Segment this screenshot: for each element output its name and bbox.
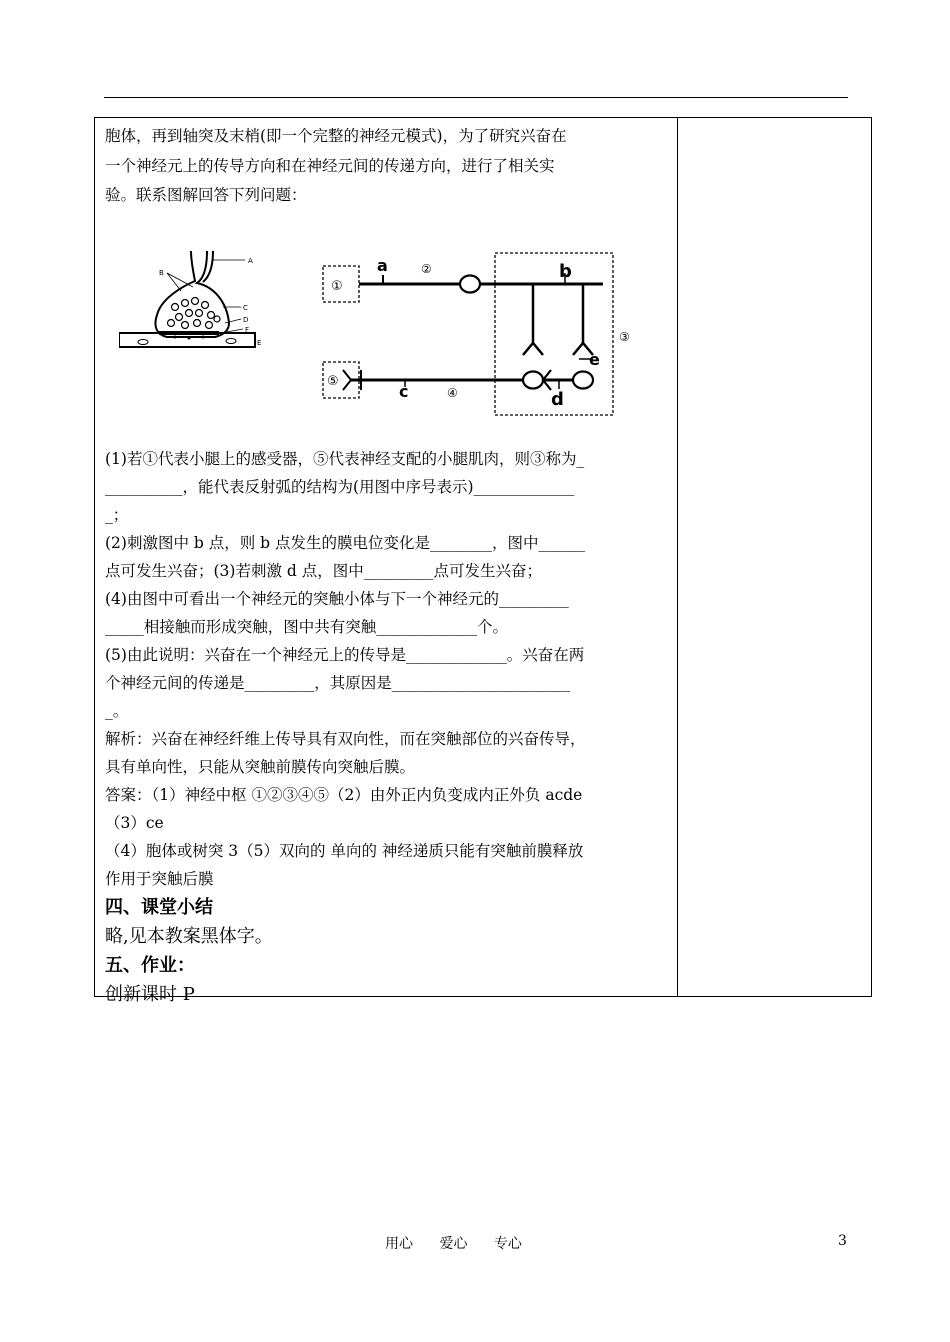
label-c: c <box>399 381 409 401</box>
answer-line: （4）胞体或树突 3（5）双向的 单向的 神经递质只能有突触前膜释放 <box>105 841 584 860</box>
intro-line: 一个神经元上的传导方向和在神经元间的传递方向，进行了相关实 <box>105 156 555 175</box>
question-line: (4)由图中可看出一个神经元的突触小体与下一个神经元的_________ <box>105 589 569 608</box>
synapse-diagram <box>119 251 269 363</box>
question-line: (1)若①代表小腿上的感受器，⑤代表神经支配的小腿肌肉，则③称为_ <box>105 449 585 468</box>
section-text: 创新课时 P <box>105 983 195 1005</box>
lesson-table <box>94 117 872 1005</box>
label-a: a <box>377 255 388 275</box>
footer-item: 专心 <box>493 1236 522 1252</box>
synapse-label: E <box>257 338 262 347</box>
section-heading: 四、课堂小结 <box>105 896 213 918</box>
question-line: _。 <box>105 701 129 720</box>
label-b: b <box>559 260 572 282</box>
intro-line: 胞体，再到轴突及末梢(即一个完整的神经元模式)，为了研究兴奋在 <box>105 127 567 145</box>
label-4: ④ <box>447 385 458 400</box>
synapse-label: A <box>248 256 253 265</box>
label-2: ② <box>421 261 432 276</box>
page-number: 3 <box>838 1233 847 1249</box>
section-heading: 五、作业： <box>105 954 195 976</box>
question-line: 个神经元间的传递是_________，其原因是_______________________ <box>105 673 571 692</box>
label-1: ① <box>331 278 343 294</box>
question-line: 点可发生兴奋；(3)若刺激 d 点，图中_________点可发生兴奋； <box>105 561 542 580</box>
analysis-line: 解析：兴奋在神经纤维上传导具有双向性，而在突触部位的兴奋传导， <box>105 729 586 748</box>
main-cell <box>105 122 671 1009</box>
reflex-arc-diagram <box>313 245 633 417</box>
question-line: _____相接触而形成突触，图中共有突触_____________个。 <box>105 617 509 636</box>
footer-motto <box>385 1233 544 1253</box>
footer-item: 用心 <box>385 1236 413 1252</box>
question-line: (5)由此说明：兴奋在一个神经元上的传导是_____________。兴奋在两 <box>105 645 585 664</box>
label-3: ③ <box>619 329 630 344</box>
label-d: d <box>551 388 564 410</box>
label-e: e <box>589 349 600 369</box>
label-5: ⑤ <box>327 373 339 389</box>
synapse-label: F <box>245 325 250 334</box>
analysis-line: 具有单向性，只能从突触前膜传向突触后膜。 <box>105 757 416 776</box>
header-rule <box>104 97 848 98</box>
synapse-label: B <box>159 268 164 277</box>
column-divider <box>677 118 678 996</box>
answer-line: 作用于突触后膜 <box>105 869 214 888</box>
answer-line: 答案：（1）神经中枢 ①②③④⑤（2）由外正内负变成内正外负 acde <box>105 785 583 804</box>
question-line: __________，能代表反射弧的结构为(用图中序号表示)_____________ <box>105 477 575 496</box>
figures <box>105 211 671 445</box>
section-text: 略,见本教案黑体字。 <box>105 925 273 947</box>
synapse-label: C <box>243 303 248 312</box>
answer-line: （3）ce <box>105 813 164 832</box>
footer-item: 爱心 <box>439 1236 468 1252</box>
synapse-label: D <box>243 315 249 324</box>
intro-line: 验。联系图解回答下列问题： <box>105 186 307 204</box>
question-line: _； <box>105 505 129 524</box>
question-line: (2)刺激图中 b 点，则 b 点发生的膜电位变化是________，图中______ <box>105 533 586 552</box>
